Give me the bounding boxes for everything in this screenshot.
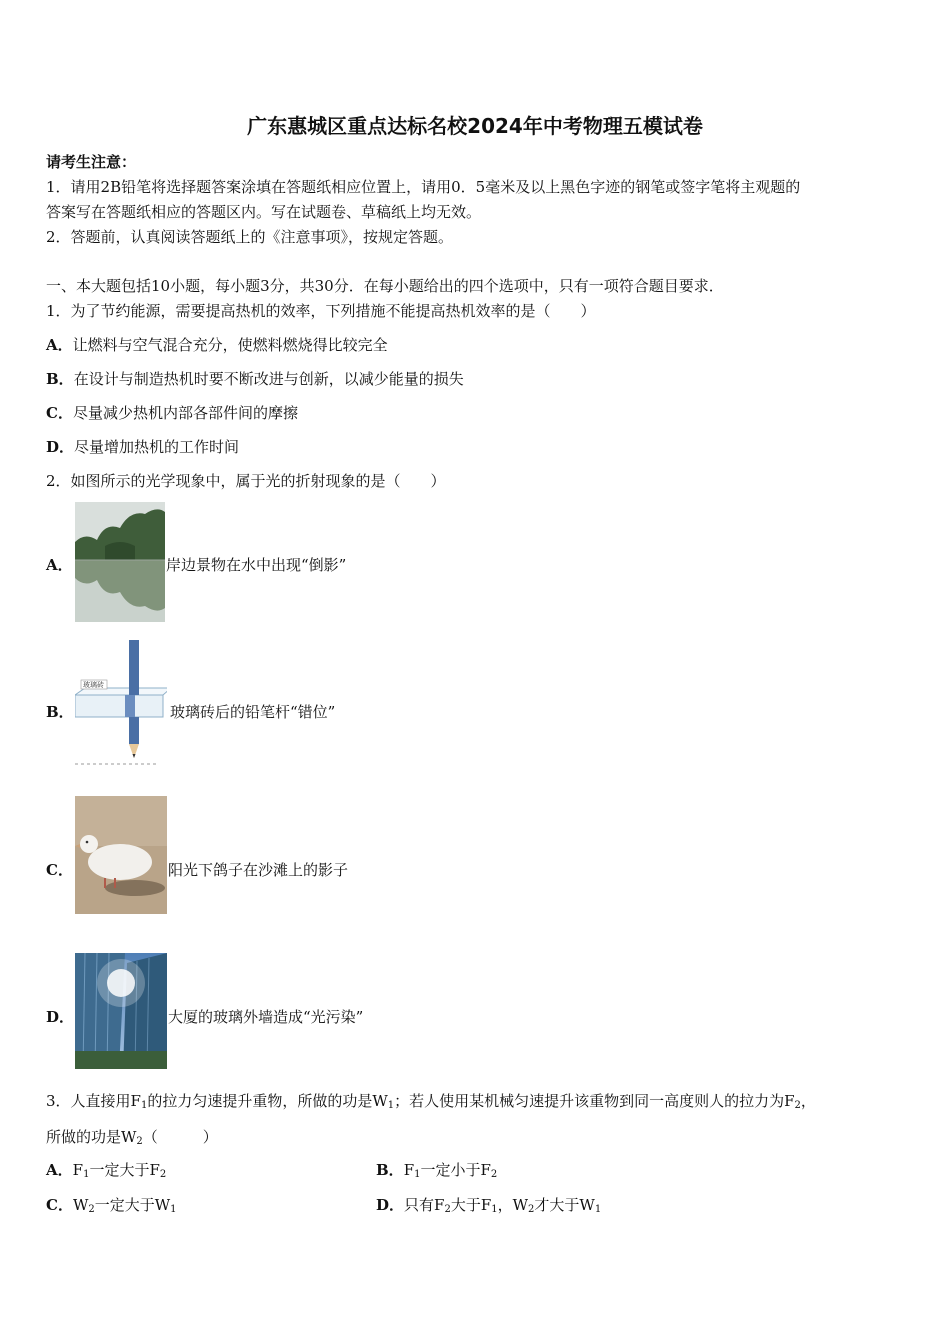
option-text: W <box>72 1196 89 1214</box>
q1-option-c <box>46 404 298 422</box>
pencil-glass-brick-image <box>75 638 167 766</box>
pigeon-shadow-image <box>75 796 167 914</box>
subscript: 2 <box>159 1169 167 1180</box>
subscript: 2 <box>490 1169 498 1180</box>
option-letter: A． <box>46 336 73 354</box>
subscript: 2 <box>528 1204 535 1215</box>
q1-option-b <box>46 370 464 388</box>
subscript: 2 <box>794 1100 801 1111</box>
option-text: 尽量增加热机的工作时间 <box>74 438 240 456</box>
q2-option-d-letter: D． <box>46 1008 75 1026</box>
subscript: 2 <box>88 1204 95 1215</box>
q3-option-a <box>46 1161 166 1179</box>
subscript: 1 <box>387 1100 395 1111</box>
subscript: 1 <box>594 1204 602 1215</box>
q3-stem-part: 的拉力匀速提升重物，所做的功是W <box>147 1092 388 1110</box>
option-text: ，W <box>497 1196 529 1214</box>
q3-option-d <box>376 1196 601 1214</box>
option-text: F <box>403 1161 415 1179</box>
q3-option-c <box>46 1196 177 1214</box>
subscript: 2 <box>136 1136 143 1147</box>
q3-stem-part: ， <box>800 1092 816 1110</box>
option-letter: B． <box>376 1161 404 1179</box>
option-letter: A． <box>46 1161 73 1179</box>
option-text: 才大于W <box>534 1196 595 1214</box>
option-text: 大于F <box>450 1196 492 1214</box>
lake-reflection-image <box>75 502 165 622</box>
q3-stem-part: （ ） <box>142 1128 218 1146</box>
option-text: 让燃料与空气混合充分，使燃料燃烧得比较完全 <box>72 336 388 354</box>
subscript: 2 <box>444 1204 451 1215</box>
q2-option-c-letter: C． <box>46 861 73 879</box>
q2-option-c-text: 阳光下鸽子在沙滩上的影子 <box>168 861 349 879</box>
subscript: 1 <box>140 1100 148 1111</box>
q3-stem-part: 3．人直接用F <box>46 1092 141 1110</box>
q3-option-b <box>376 1161 497 1179</box>
option-text: 尽量减少热机内部各部件间的摩擦 <box>72 404 298 422</box>
subscript: 1 <box>491 1204 498 1215</box>
option-text: 只有F <box>404 1196 445 1214</box>
q3-stem-line-2 <box>46 1128 218 1146</box>
q1-stem: 1．为了节约能源，需要提高热机的效率，下列措施不能提高热机效率的是（ ） <box>46 302 596 320</box>
subscript: 1 <box>170 1204 177 1215</box>
q3-stem-part: ；若人使用某机械匀速提升该重物到同一高度则人的拉力为F <box>394 1092 795 1110</box>
page-title: 广东惠城区重点达标名校2024年中考物理五模试卷 <box>247 114 703 138</box>
notice-line-1-cont: 答案写在答题纸相应的答题区内。写在试题卷、草稿纸上均无效。 <box>46 203 482 221</box>
q2-option-b-letter: B． <box>46 703 74 721</box>
q1-option-d <box>46 438 239 456</box>
option-text: 一定大于F <box>89 1161 160 1179</box>
option-letter: D． <box>46 438 75 456</box>
option-letter: B． <box>46 370 74 388</box>
notice-line-1: 1．请用2B铅笔将选择题答案涂填在答题纸相应位置上，请用0．5毫米及以上黑色字迹的钢笔或签字笔将主观题的 <box>46 178 801 196</box>
q2-option-b-text: 玻璃砖后的铅笔杆“错位” <box>170 703 336 721</box>
q3-stem <box>46 1092 816 1110</box>
notice-heading: 请考生注意： <box>46 153 137 171</box>
option-letter: C． <box>46 404 73 422</box>
option-text: 一定小于F <box>420 1161 491 1179</box>
q2-option-a-letter: A． <box>46 556 73 574</box>
q2-stem: 2．如图所示的光学现象中，属于光的折射现象的是（ ） <box>46 472 446 490</box>
q2-option-d-text: 大厦的玻璃外墙造成“光污染” <box>168 1008 364 1026</box>
subscript: 1 <box>83 1169 90 1180</box>
q2-option-a-text: 岸边景物在水中出现“倒影” <box>166 556 347 574</box>
glass-brick-label: 玻璃砖 <box>83 681 104 689</box>
option-letter: C． <box>46 1196 73 1214</box>
option-text: F <box>72 1161 84 1179</box>
option-text: 一定大于W <box>94 1196 171 1214</box>
section-heading: 一、本大题包括10小题，每小题3分，共30分．在每小题给出的四个选项中，只有一项符合题目要求． <box>46 277 724 295</box>
option-letter: D． <box>376 1196 405 1214</box>
q1-option-a <box>46 336 388 354</box>
q3-stem-part: 所做的功是W <box>46 1128 137 1146</box>
option-text: 在设计与制造热机时要不断改进与创新，以减少能量的损失 <box>73 370 464 388</box>
glass-building-image <box>75 953 167 1069</box>
subscript: 1 <box>414 1169 421 1180</box>
notice-line-2: 2．答题前，认真阅读答题纸上的《注意事项》，按规定答题。 <box>46 228 454 246</box>
